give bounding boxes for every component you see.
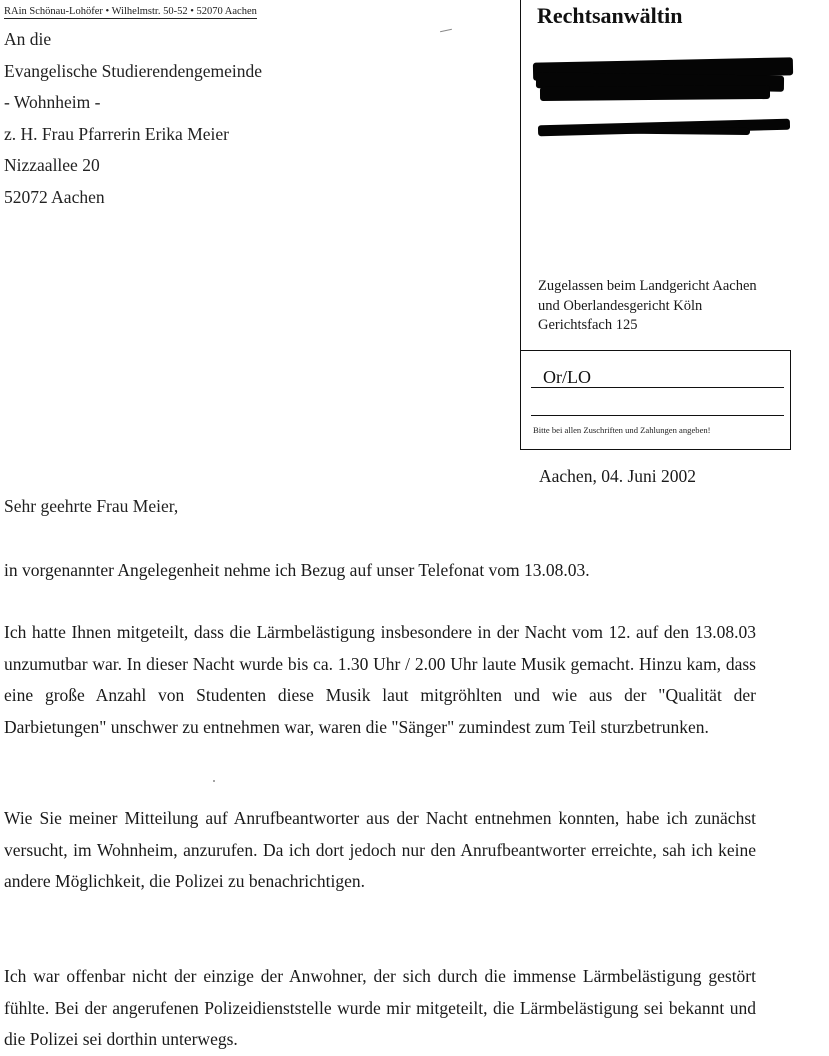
- court-admission-block: [538, 277, 757, 336]
- letterhead-divider: [520, 0, 521, 350]
- redaction-mark: [540, 85, 770, 101]
- body-paragraph: Ich war offenbar nicht der einzige der Anwohner, der sich durch die immense Lärmbelästigung gestört fühlte. Bei der angerufenen Polizeidienststelle wurde mir mitgeteilt, die Lärmbelästigung sei bekannt und die Polizei sei dorthin unterwegs.: [4, 966, 756, 1049]
- reference-underline: [531, 387, 784, 388]
- reference-code: Or/LO: [543, 367, 591, 387]
- recipient-line: - Wohnheim -: [4, 92, 101, 112]
- body-paragraph: Wie Sie meiner Mitteilung auf Anrufbeantworter aus der Nacht entnehmen konnten, habe ich zunächst versucht, im Wohnheim, anzurufen. Da ich dort jedoch nur den Anrufbeantworter erreichte, sah ich keine andere Möglichkeit, die Polizei zu benachrichtigen.: [4, 808, 756, 891]
- body-paragraph: Ich hatte Ihnen mitgeteilt, dass die Lärmbelästigung insbesondere in der Nacht vom 12. auf den 13.08.03 unzumutbar war. In dieser Nacht wurde bis ca. 1.30 Uhr / 2.00 Uhr laute Musik gemacht. Hinzu kam, dass eine große Anzahl von Studenten diese Musik laut mitgröhlten und wie aus der "Qualität der Darbietungen" unschwer zu entnehmen war, waren die "Sänger" zumindest zum Teil sturzbetrunken.: [4, 622, 756, 737]
- recipient-address-block: [4, 24, 262, 213]
- scan-artifact: [213, 780, 215, 782]
- court-line: Zugelassen beim Landgericht Aachen: [538, 278, 757, 294]
- letter-date: Aachen, 04. Juni 2002: [539, 466, 696, 486]
- body-paragraph: in vorgenannter Angelegenheit nehme ich Bezug auf unser Telefonat vom 13.08.03.: [4, 560, 590, 580]
- court-line: und Oberlandesgericht Köln: [538, 297, 703, 314]
- recipient-line: An die: [4, 29, 52, 49]
- salutation: Sehr geehrte Frau Meier,: [4, 496, 179, 516]
- reference-box: [520, 350, 791, 450]
- reference-underline: [531, 415, 784, 416]
- sender-address-line: RAin Schönau-Lohöfer • Wilhelmstr. 50-52 • 52070 Aachen: [4, 6, 257, 17]
- reference-note: Bitte bei allen Zuschriften und Zahlungen angeben!: [533, 425, 711, 435]
- recipient-line: 52072 Aachen: [4, 186, 105, 207]
- letterhead-title: Rechtsanwältin: [537, 3, 683, 28]
- recipient-line: z. H. Frau Pfarrerin Erika Meier: [4, 123, 229, 144]
- scan-artifact: [440, 29, 452, 32]
- court-line: Gerichtsfach 125: [538, 317, 638, 333]
- recipient-line: Nizzaallee 20: [4, 155, 100, 175]
- recipient-line: Evangelische Studierendengemeinde: [4, 60, 263, 81]
